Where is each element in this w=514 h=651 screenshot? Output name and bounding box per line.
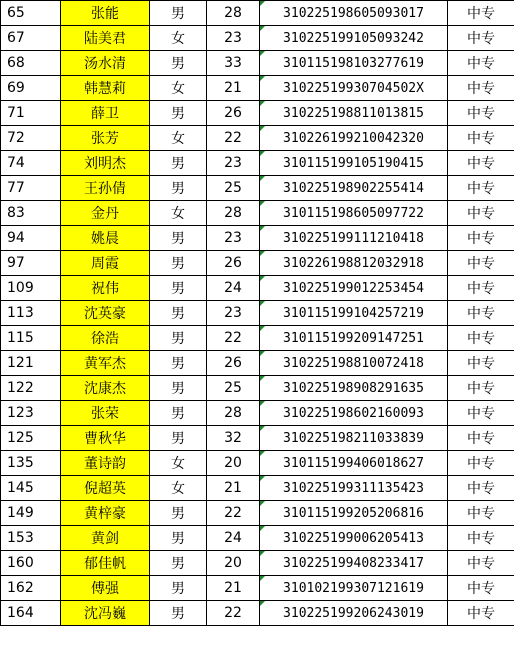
row-number-cell[interactable]: 149 (1, 501, 61, 526)
table-row (1, 526, 514, 551)
education-cell[interactable]: 中专 (448, 476, 514, 501)
age-cell[interactable]: 26 (207, 101, 260, 126)
age-cell[interactable]: 20 (207, 551, 260, 576)
id-number-cell[interactable]: 310225198211033839 (260, 426, 448, 451)
education-cell[interactable]: 中专 (448, 1, 514, 26)
age-cell[interactable]: 24 (207, 276, 260, 301)
id-number-cell[interactable]: 310115199406018627 (260, 451, 448, 476)
row-number-cell[interactable]: 109 (1, 276, 61, 301)
table-row (1, 401, 514, 426)
table-row (1, 601, 514, 626)
id-number-cell[interactable]: 310225199206243019 (260, 601, 448, 626)
gender-cell[interactable]: 男 (150, 101, 207, 126)
age-cell[interactable]: 25 (207, 376, 260, 401)
table-row (1, 501, 514, 526)
table-row (1, 151, 514, 176)
name-cell[interactable]: 薛卫 (61, 101, 150, 126)
gender-cell[interactable]: 男 (150, 176, 207, 201)
age-cell[interactable]: 23 (207, 226, 260, 251)
id-number-cell[interactable]: 310225199006205413 (260, 526, 448, 551)
name-cell[interactable]: 徐浩 (61, 326, 150, 351)
table-row (1, 426, 514, 451)
gender-cell[interactable]: 男 (150, 426, 207, 451)
education-cell[interactable]: 中专 (448, 151, 514, 176)
row-number-cell[interactable]: 113 (1, 301, 61, 326)
age-cell[interactable]: 32 (207, 426, 260, 451)
name-cell[interactable]: 张能 (61, 1, 150, 26)
table-row (1, 276, 514, 301)
id-number-cell[interactable]: 310102199307121619 (260, 576, 448, 601)
table-row (1, 176, 514, 201)
name-cell[interactable]: 张荣 (61, 401, 150, 426)
age-cell[interactable]: 21 (207, 576, 260, 601)
gender-cell[interactable]: 男 (150, 51, 207, 76)
gender-cell[interactable]: 女 (150, 126, 207, 151)
id-number-cell[interactable]: 310225199105093242 (260, 26, 448, 51)
row-number-cell[interactable]: 164 (1, 601, 61, 626)
id-number-cell[interactable]: 310225198602160093 (260, 401, 448, 426)
row-number-cell[interactable]: 123 (1, 401, 61, 426)
id-number-cell[interactable]: 310225199311135423 (260, 476, 448, 501)
row-number-cell[interactable]: 71 (1, 101, 61, 126)
gender-cell[interactable]: 女 (150, 76, 207, 101)
education-cell[interactable]: 中专 (448, 526, 514, 551)
table-row (1, 326, 514, 351)
education-cell[interactable]: 中专 (448, 26, 514, 51)
name-cell[interactable]: 汤水清 (61, 51, 150, 76)
row-number-cell[interactable]: 97 (1, 251, 61, 276)
id-number-cell[interactable]: 310225199408233417 (260, 551, 448, 576)
id-number-cell[interactable]: 310225199111210418 (260, 226, 448, 251)
id-number-cell[interactable]: 310115198103277619 (260, 51, 448, 76)
id-number-cell[interactable]: 310226199210042320 (260, 126, 448, 151)
age-cell[interactable]: 22 (207, 501, 260, 526)
id-number-cell[interactable]: 310226198812032918 (260, 251, 448, 276)
gender-cell[interactable]: 男 (150, 351, 207, 376)
id-number-cell[interactable]: 310115199105190415 (260, 151, 448, 176)
gender-cell[interactable]: 男 (150, 251, 207, 276)
table-row (1, 476, 514, 501)
age-cell[interactable]: 25 (207, 176, 260, 201)
row-number-cell[interactable]: 160 (1, 551, 61, 576)
id-number-cell[interactable]: 310225198811013815 (260, 101, 448, 126)
age-cell[interactable]: 26 (207, 251, 260, 276)
age-cell[interactable]: 24 (207, 526, 260, 551)
table-row (1, 576, 514, 601)
education-cell[interactable]: 中专 (448, 501, 514, 526)
row-number-cell[interactable]: 135 (1, 451, 61, 476)
gender-cell[interactable]: 男 (150, 601, 207, 626)
table-row (1, 126, 514, 151)
row-number-cell[interactable]: 94 (1, 226, 61, 251)
row-number-cell[interactable]: 162 (1, 576, 61, 601)
name-cell[interactable]: 沈英豪 (61, 301, 150, 326)
table-row (1, 301, 514, 326)
age-cell[interactable]: 21 (207, 76, 260, 101)
age-cell[interactable]: 21 (207, 476, 260, 501)
name-cell[interactable]: 刘明杰 (61, 151, 150, 176)
table-row (1, 101, 514, 126)
gender-cell[interactable]: 男 (150, 376, 207, 401)
row-number-cell[interactable]: 65 (1, 1, 61, 26)
education-cell[interactable]: 中专 (448, 51, 514, 76)
education-cell[interactable]: 中专 (448, 326, 514, 351)
name-cell[interactable]: 黄军杰 (61, 351, 150, 376)
roster-rows (1, 1, 514, 626)
education-cell[interactable]: 中专 (448, 551, 514, 576)
education-cell[interactable]: 中专 (448, 426, 514, 451)
id-number-cell[interactable]: 310225198605093017 (260, 1, 448, 26)
table-row (1, 51, 514, 76)
row-number-cell[interactable]: 72 (1, 126, 61, 151)
row-number-cell[interactable]: 74 (1, 151, 61, 176)
name-cell[interactable]: 曹秋华 (61, 426, 150, 451)
id-number-cell[interactable]: 310115198605097722 (260, 201, 448, 226)
gender-cell[interactable]: 女 (150, 476, 207, 501)
row-number-cell[interactable]: 77 (1, 176, 61, 201)
table-row (1, 551, 514, 576)
row-number-cell[interactable]: 122 (1, 376, 61, 401)
education-cell[interactable]: 中专 (448, 301, 514, 326)
name-cell[interactable]: 郁佳帆 (61, 551, 150, 576)
id-number-cell[interactable]: 310115199104257219 (260, 301, 448, 326)
row-number-cell[interactable]: 68 (1, 51, 61, 76)
name-cell[interactable]: 陆美君 (61, 26, 150, 51)
education-cell[interactable]: 中专 (448, 101, 514, 126)
education-cell[interactable]: 中专 (448, 351, 514, 376)
age-cell[interactable]: 22 (207, 601, 260, 626)
name-cell[interactable]: 董诗韵 (61, 451, 150, 476)
table-row (1, 26, 514, 51)
id-number-cell[interactable]: 310115199205206816 (260, 501, 448, 526)
gender-cell[interactable]: 男 (150, 526, 207, 551)
education-cell[interactable]: 中专 (448, 126, 514, 151)
name-cell[interactable]: 张芳 (61, 126, 150, 151)
education-cell[interactable]: 中专 (448, 451, 514, 476)
age-cell[interactable]: 28 (207, 1, 260, 26)
gender-cell[interactable]: 女 (150, 201, 207, 226)
name-cell[interactable]: 祝伟 (61, 276, 150, 301)
row-number-cell[interactable]: 125 (1, 426, 61, 451)
education-cell[interactable]: 中专 (448, 226, 514, 251)
table-row (1, 251, 514, 276)
education-cell[interactable]: 中专 (448, 401, 514, 426)
row-number-cell[interactable]: 115 (1, 326, 61, 351)
row-number-cell[interactable]: 145 (1, 476, 61, 501)
name-cell[interactable]: 黄剑 (61, 526, 150, 551)
name-cell[interactable]: 周霞 (61, 251, 150, 276)
gender-cell[interactable]: 男 (150, 301, 207, 326)
name-cell[interactable]: 韩慧莉 (61, 76, 150, 101)
age-cell[interactable]: 23 (207, 301, 260, 326)
row-number-cell[interactable]: 69 (1, 76, 61, 101)
education-cell[interactable]: 中专 (448, 601, 514, 626)
name-cell[interactable]: 姚晨 (61, 226, 150, 251)
education-cell[interactable]: 中专 (448, 201, 514, 226)
age-cell[interactable]: 26 (207, 351, 260, 376)
age-cell[interactable]: 20 (207, 451, 260, 476)
gender-cell[interactable]: 男 (150, 501, 207, 526)
id-number-cell[interactable]: 310225198902255414 (260, 176, 448, 201)
gender-cell[interactable]: 男 (150, 276, 207, 301)
name-cell[interactable]: 傅强 (61, 576, 150, 601)
name-cell[interactable]: 沈冯巍 (61, 601, 150, 626)
gender-cell[interactable]: 男 (150, 151, 207, 176)
education-cell[interactable]: 中专 (448, 276, 514, 301)
age-cell[interactable]: 23 (207, 26, 260, 51)
gender-cell[interactable]: 男 (150, 326, 207, 351)
education-cell[interactable]: 中专 (448, 376, 514, 401)
row-number-cell[interactable]: 153 (1, 526, 61, 551)
age-cell[interactable]: 28 (207, 401, 260, 426)
gender-cell[interactable]: 女 (150, 26, 207, 51)
education-cell[interactable]: 中专 (448, 76, 514, 101)
name-cell[interactable]: 黄梓豪 (61, 501, 150, 526)
row-number-cell[interactable]: 67 (1, 26, 61, 51)
gender-cell[interactable]: 女 (150, 451, 207, 476)
age-cell[interactable]: 22 (207, 126, 260, 151)
education-cell[interactable]: 中专 (448, 576, 514, 601)
id-number-cell[interactable]: 31022519930704502X (260, 76, 448, 101)
table-row (1, 226, 514, 251)
id-number-cell[interactable]: 310225198908291635 (260, 376, 448, 401)
gender-cell[interactable]: 男 (150, 576, 207, 601)
age-cell[interactable]: 28 (207, 201, 260, 226)
age-cell[interactable]: 22 (207, 326, 260, 351)
name-cell[interactable]: 金丹 (61, 201, 150, 226)
name-cell[interactable]: 沈康杰 (61, 376, 150, 401)
table-row (1, 376, 514, 401)
table-row (1, 451, 514, 476)
id-number-cell[interactable]: 310225199012253454 (260, 276, 448, 301)
education-cell[interactable]: 中专 (448, 251, 514, 276)
table-row (1, 1, 514, 26)
id-number-cell[interactable]: 310115199209147251 (260, 326, 448, 351)
age-cell[interactable]: 33 (207, 51, 260, 76)
gender-cell[interactable]: 男 (150, 1, 207, 26)
gender-cell[interactable]: 男 (150, 226, 207, 251)
gender-cell[interactable]: 男 (150, 551, 207, 576)
table-row (1, 201, 514, 226)
gender-cell[interactable]: 男 (150, 401, 207, 426)
name-cell[interactable]: 倪超英 (61, 476, 150, 501)
row-number-cell[interactable]: 83 (1, 201, 61, 226)
row-number-cell[interactable]: 121 (1, 351, 61, 376)
table-row (1, 76, 514, 101)
age-cell[interactable]: 23 (207, 151, 260, 176)
id-number-cell[interactable]: 310225198810072418 (260, 351, 448, 376)
table-row (1, 351, 514, 376)
education-cell[interactable]: 中专 (448, 176, 514, 201)
name-cell[interactable]: 王孙倩 (61, 176, 150, 201)
